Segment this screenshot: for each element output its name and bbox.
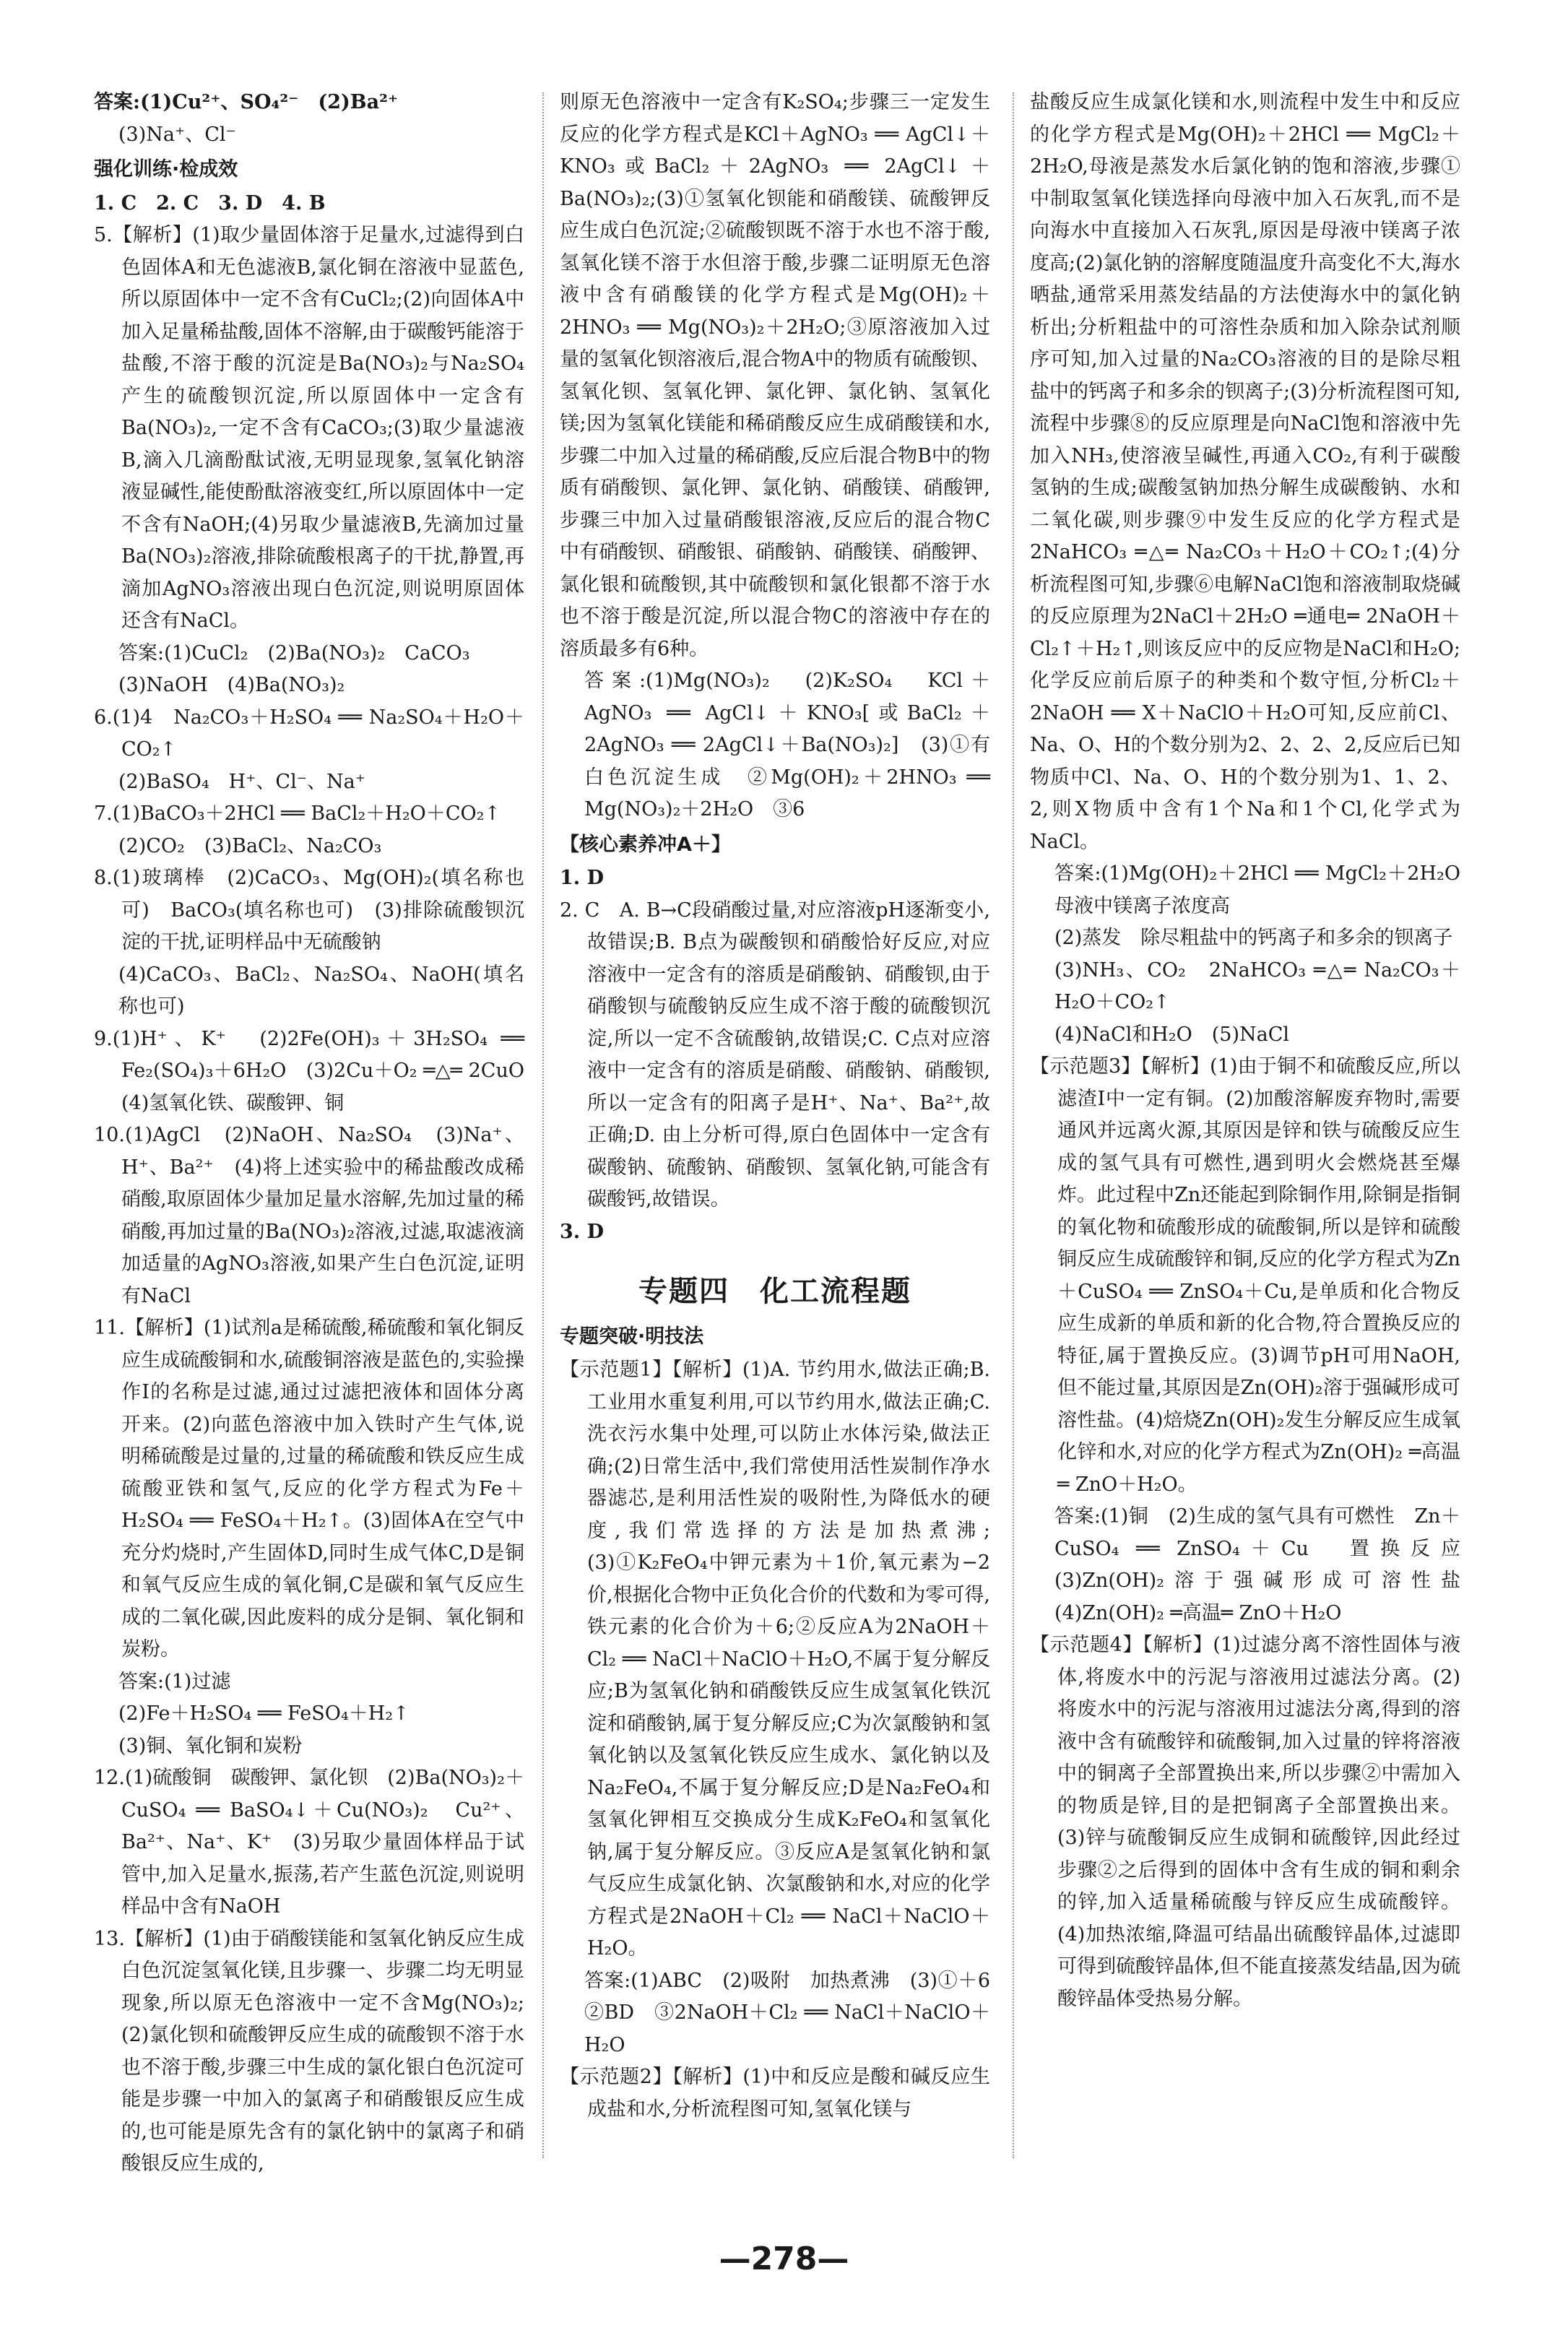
answer-paragraph: 11.【解析】(1)试剂a是稀硫酸,稀硫酸和氧化铜反应生成硫酸铜和水,硫酸铜溶液是蓝色的,实验操作Ⅰ的名称是过滤,通过过滤把液体和固体分离开来。(2)向蓝色溶液中加入铁时产生气体,说明稀硫酸是过量的,过量的稀硫酸和铁反应生成硫酸亚铁和氢气,反应的化学方程式为Fe＋H₂SO₄ ══ FeSO₄＋H₂↑。(3)固体A在空气中充分灼烧时,产生固体D,同时生成气体C,D是铜和氧气反应生成的氧化铜,C是碳和氧气反应生成的二氧化碳,因此废料的成分是铜、氧化铜和炭粉。	[94, 1317, 524, 1661]
answer-paragraph: 则原无色溶液中一定含有K₂SO₄;步骤三一定发生反应的化学方程式是KCl＋AgNO₃ ══ AgCl↓＋KNO₃或BaCl₂＋2AgNO₃ ══ 2AgCl↓＋Ba(NO₃)₂;(3)①氢氧化钡能和硝酸镁、硫酸钾反应生成白色沉淀;②硫酸钡既不溶于水也不溶于酸,氢氧化镁不溶于水但溶于酸,步骤二证明原无色溶液中含有硝酸镁的化学方程式是Mg(OH)₂＋2HNO₃ ══ Mg(NO₃)₂＋2H₂O;③原溶液加入过量的氢氧化钡溶液后,混合物A中的物质有硫酸钡、氢氧化钡、氢氧化钾、氯化钾、氯化钠、氢氧化镁;因为氢氧化镁能和稀硝酸反应生成硝酸镁和水,步骤二中加入过量的稀硝酸,反应后混合物B中的物质有硝酸钡、氯化钾、氯化钠、硝酸镁、硝酸钾,步骤三中加入过量硝酸银溶液,反应后的混合物C中有硝酸钡、硝酸银、硝酸钠、硝酸镁、硝酸钾、氯化银和硫酸钡,其中硫酸钡和氯化银都不溶于水也不溶于酸是沉淀,所以混合物C的溶液中存在的溶质最多有6种。	[560, 91, 990, 660]
answer-paragraph: 【示范题3】【解析】(1)由于铜不和硫酸反应,所以滤渣Ⅰ中一定有铜。(2)加酸溶解废弃物时,需要通风并远离火源,其原因是锌和铁与硫酸反应生成的氢气具有可燃性,遇到明火会燃烧甚至爆炸。此过程中Zn还能起到除铜作用,除铜是指铜的氧化物和硫酸形成的硫酸铜,所以是锌和硫酸铜反应生成硫酸锌和铜,反应的化学方程式为Zn＋CuSO₄ ══ ZnSO₄＋Cu,是单质和化合物反应生成新的单质和新的化合物,符合置换反应的特征,属于置换反应。(3)调节pH可用NaOH,但不能过量,其原因是Zn(OH)₂溶于强碱形成可溶性盐。(4)焙烧Zn(OH)₂发生分解反应生成氧化锌和水,对应的化学方程式为Zn(OH)₂ ═高温═ ZnO＋H₂O。	[1030, 1055, 1460, 1496]
column-left	[94, 87, 544, 2181]
answer-paragraph: 3. D	[560, 1220, 605, 1243]
answer-paragraph: (3)铜、氧化铜和炭粉	[118, 1734, 303, 1757]
answer-paragraph: 答案:(1)ABC (2)吸附 加热煮沸 (3)①＋6 ②BD ③2NaOH＋Cl₂ ══ NaCl＋NaClO＋H₂O	[584, 1969, 1010, 2056]
answer-paragraph: 12.(1)硫酸铜 碳酸钾、氯化钡 (2)Ba(NO₃)₂＋CuSO₄ ══ BaSO₄↓＋Cu(NO₃)₂ Cu²⁺、Ba²⁺、Na⁺、K⁺ (3)另取少量固体样品于试管中,加入足量水,振荡,若产生蓝色沉淀,则说明样品中含有NaOH	[94, 1767, 524, 1918]
column-middle	[560, 87, 1010, 2126]
column-divider	[1013, 92, 1014, 2158]
page-number: —278—	[719, 2240, 849, 2277]
answer-paragraph: 【示范题1】【解析】(1)A. 节约用水,做法正确;B. 工业用水重复利用,可以节约用水,做法正确;C. 洗衣污水集中处理,可以防止水体污染,做法正确;(2)日常生活中,我们常使用活性炭制作净水器滤芯,是利用活性炭的吸附性,为降低水的硬度,我们常选择的方法是加热煮沸;(3)①K₂FeO₄中钾元素为＋1价,氧元素为−2价,根据化合物中正负化合价的代数和为零可得,铁元素的化合价为＋6;②反应A为2NaOH＋Cl₂ ══ NaCl＋NaClO＋H₂O,不属于复分解反应;B为氢氧化钠和硝酸铁反应生成氢氧化铁沉淀和硝酸钠,属于复分解反应;C为次氯酸钠和氢氧化钠以及氢氧化铁反应生成水、氯化钠以及Na₂FeO₄,不属于复分解反应;D是Na₂FeO₄和氢氧化钾相互交换成分生成K₂FeO₄和氢氧化钠,属于复分解反应。③反应A是氢氧化钠和氯气反应生成氯化钠、次氯酸钠和水,对应的化学方程式是2NaOH＋Cl₂ ══ NaCl＋NaClO＋H₂O。	[560, 1359, 990, 1960]
answer-page	[94, 87, 1480, 2239]
answer-paragraph: (2)CO₂ (3)BaCl₂、Na₂CO₃	[118, 834, 382, 857]
answer-paragraph: 1. D	[560, 867, 605, 889]
answer-paragraph: (3)Na⁺、Cl⁻	[118, 123, 236, 146]
column-right	[1030, 87, 1480, 2015]
answer-paragraph: 盐酸反应生成氯化镁和水,则流程中发生中和反应的化学方程式是Mg(OH)₂＋2HCl ══ MgCl₂＋2H₂O,母液是蒸发水后氯化钠的饱和溶液,步骤①中制取氢氧化镁选择向母液中加入石灰乳,而不是向海水中直接加入石灰乳,原因是母液中镁离子浓度高;(2)氯化钠的溶解度随温度升高变化不大,海水晒盐,通常采用蒸发结晶的方法使海水中的氯化钠析出;分析粗盐中的可溶性杂质和加入除杂试剂顺序可知,加入过量的Na₂CO₃溶液的目的是除尽粗盐中的钙离子和多余的钡离子;(3)分析流程图可知,流程中步骤⑧的反应原理是向NaCl饱和溶液中先加入NH₃,使溶液呈碱性,再通入CO₂,有利于碳酸氢钠的生成;碳酸氢钠加热分解生成碳酸钠、水和二氧化碳,则步骤⑨中发生反应的化学方程式是2NaHCO₃ ═△═ Na₂CO₃＋H₂O＋CO₂↑;(4)分析流程图可知,步骤⑥电解NaCl饱和溶液制取烧碱的反应原理为2NaCl＋2H₂O ═通电═ 2NaOH＋Cl₂↑＋H₂↑,则该反应中的反应物是NaCl和H₂O;化学反应前后原子的种类和个数守恒,分析Cl₂＋2NaOH ══ X＋NaClO＋H₂O可知,反应前Cl、Na、O、H的个数分别为2、2、2、2,反应后已知物质中Cl、Na、O、H的个数分别为1、1、2、2,则X物质中含有1个Na和1个Cl,化学式为NaCl。	[1030, 91, 1460, 853]
answer-paragraph: (4)CaCO₃、BaCl₂、Na₂SO₄、NaOH(填名称也可)	[118, 963, 524, 1018]
column-divider	[542, 92, 544, 2158]
answer-paragraph: 13.【解析】(1)由于硝酸镁能和氢氧化钠反应生成白色沉淀氢氧化镁,且步骤一、步骤二均无明显现象,所以原无色溶液中一定不含Mg(NO₃)₂;(2)氯化钡和硫酸钾反应生成的硫酸钡不溶于水也不溶于酸,步骤三中生成的氯化银白色沉淀可能是步骤一中加入的氯离子和硝酸银反应生成的,也可能是原先含有的氯化钠中的氯离子和硝酸银反应生成的,	[94, 1927, 524, 2175]
answer-paragraph: (2)Fe＋H₂SO₄ ══ FeSO₄＋H₂↑	[118, 1702, 410, 1725]
answer-paragraph: 答案:(1)Mg(NO₃)₂ (2)K₂SO₄ KCl＋AgNO₃ ══ AgCl↓＋KNO₃[或BaCl₂＋2AgNO₃ ══ 2AgCl↓＋Ba(NO₃)₂] (3)①有白色沉淀生成 ②Mg(OH)₂＋2HNO₃ ══ Mg(NO₃)₂＋2H₂O ③6	[584, 670, 990, 821]
answer-paragraph: 7.(1)BaCO₃＋2HCl ══ BaCl₂＋H₂O＋CO₂↑	[94, 802, 501, 825]
answer-paragraph: (3)NH₃、CO₂ 2NaHCO₃ ═△═ Na₂CO₃＋H₂O＋CO₂↑	[1054, 958, 1460, 1013]
answer-paragraph: 答案:(1)过滤	[118, 1670, 231, 1693]
answer-paragraph: 9.(1)H⁺、K⁺ (2)2Fe(OH)₃＋3H₂SO₄ ══ Fe₂(SO₄)₃＋6H₂O (3)2Cu＋O₂ ═△═ 2CuO (4)氢氧化铁、碳酸钾、铜	[94, 1027, 544, 1114]
section-heading: 强化训练·检成效	[94, 158, 238, 181]
answer-paragraph: (2)BaSO₄ H⁺、Cl⁻、Na⁺	[118, 770, 365, 793]
answer-paragraph: 【示范题4】【解析】(1)过滤分离不溶性固体与液体,将废水中的污泥与溶液用过滤法分离。(2)将废水中的污泥与溶液用过滤法分离,得到的溶液中含有硫酸锌和硫酸铜,加入过量的锌将溶液中的铜离子全部置换出来,所以步骤②中需加入的物质是锌,目的是把铜离子全部置换出来。(3)锌与硫酸铜反应生成铜和硫酸锌,因此经过步骤②之后得到的固体中含有生成的铜和剩余的锌,加入适量稀硫酸与锌反应生成硫酸锌。(4)加热浓缩,降温可结晶出硫酸锌晶体,过滤即可得到硫酸锌晶体,但不能直接蒸发结晶,因为硫酸锌晶体受热易分解。	[1030, 1634, 1460, 2010]
answer-paragraph: 5.【解析】(1)取少量固体溶于足量水,过滤得到白色固体A和无色滤液B,氯化铜在溶液中显蓝色,所以原固体中一定不含有CuCl₂;(2)向固体A中加入足量稀盐酸,固体不溶解,由于碳酸钙能溶于盐酸,不溶于酸的沉淀是Ba(NO₃)₂与Na₂SO₄产生的硫酸钡沉淀,所以原固体中一定含有Ba(NO₃)₂,一定不含有CaCO₃;(3)取少量滤液B,滴入几滴酚酞试液,无明显现象,氢氧化钠溶液显碱性,能使酚酞溶液变红,所以原固体中一定不含有NaOH;(4)另取少量滤液B,先滴加过量Ba(NO₃)₂溶液,排除硫酸根离子的干扰,静置,再滴加AgNO₃溶液出现白色沉淀,则说明原固体还含有NaCl。	[94, 224, 524, 632]
answer-paragraph: 答案:(1)Mg(OH)₂＋2HCl ══ MgCl₂＋2H₂O 母液中镁离子浓度高	[1054, 862, 1480, 917]
section-heading: 专题突破·明技法	[560, 1325, 704, 1348]
answer-paragraph: (2)蒸发 除尽粗盐中的钙离子和多余的钡离子	[1054, 927, 1453, 949]
answer-paragraph: (4)NaCl和H₂O (5)NaCl	[1054, 1023, 1290, 1046]
answer-paragraph: 10.(1)AgCl (2)NaOH、Na₂SO₄ (3)Na⁺、H⁺、Ba²⁺ (4)将上述实验中的稀盐酸改成稀硝酸,取原固体少量加足量水溶解,先加过量的稀硝酸,再加过量的Ba(NO₃)₂溶液,过滤,取滤液滴加适量的AgNO₃溶液,如果产生白色沉淀,证明有NaCl	[94, 1124, 524, 1307]
answer-paragraph: 答案:(1)铜 (2)生成的氢气具有可燃性 Zn＋CuSO₄ ══ ZnSO₄＋Cu 置换反应 (3)Zn(OH)₂溶于强碱形成可溶性盐 (4)Zn(OH)₂ ═高温═ ZnO＋H₂O	[1054, 1505, 1480, 1624]
answer-paragraph: (3)NaOH (4)Ba(NO₃)₂	[118, 674, 345, 696]
answer-paragraph: 6.(1)4 Na₂CO₃＋H₂SO₄ ══ Na₂SO₄＋H₂O＋CO₂↑	[94, 706, 524, 761]
answer-paragraph: 答案:(1)Cu²⁺、SO₄²⁻ (2)Ba²⁺	[94, 91, 399, 113]
topic-title: 专题四 化工流程题	[638, 1275, 911, 1308]
answer-paragraph: 8.(1)玻璃棒 (2)CaCO₃、Mg(OH)₂(填名称也可) BaCO₃(填名称也可) (3)排除硫酸钡沉淀的干扰,证明样品中无硫酸钠	[94, 867, 524, 953]
answer-paragraph: 2. C A. B→C段硝酸过量,对应溶液pH逐渐变小,故错误;B. B点为碳酸钡和硝酸恰好反应,对应溶液中一定含有的溶质是硝酸钠、硝酸钡,由于硝酸钡与硫酸钠反应生成不溶于酸的硫酸钡沉淀,所以一定不含硫酸钠,故错误;C. C点对应溶液中一定含有的溶质是硝酸、硝酸钠、硝酸钡,所以一定含有的阳离子是H⁺、Na⁺、Ba²⁺,故正确;D. 由上分析可得,原白色固体中一定含有碳酸钠、硫酸钠、硝酸钡、氢氧化钠,可能含有碳酸钙,故错误。	[560, 899, 990, 1211]
answer-paragraph: 【示范题2】【解析】(1)中和反应是酸和碱反应生成盐和水,分析流程图可知,氢氧化镁与	[560, 2066, 990, 2121]
answer-paragraph: 答案:(1)CuCl₂ (2)Ba(NO₃)₂ CaCO₃	[118, 641, 470, 664]
section-heading: 【核心素养冲A＋】	[560, 833, 731, 856]
answer-paragraph: 1. C 2. C 3. D 4. B	[94, 191, 326, 215]
